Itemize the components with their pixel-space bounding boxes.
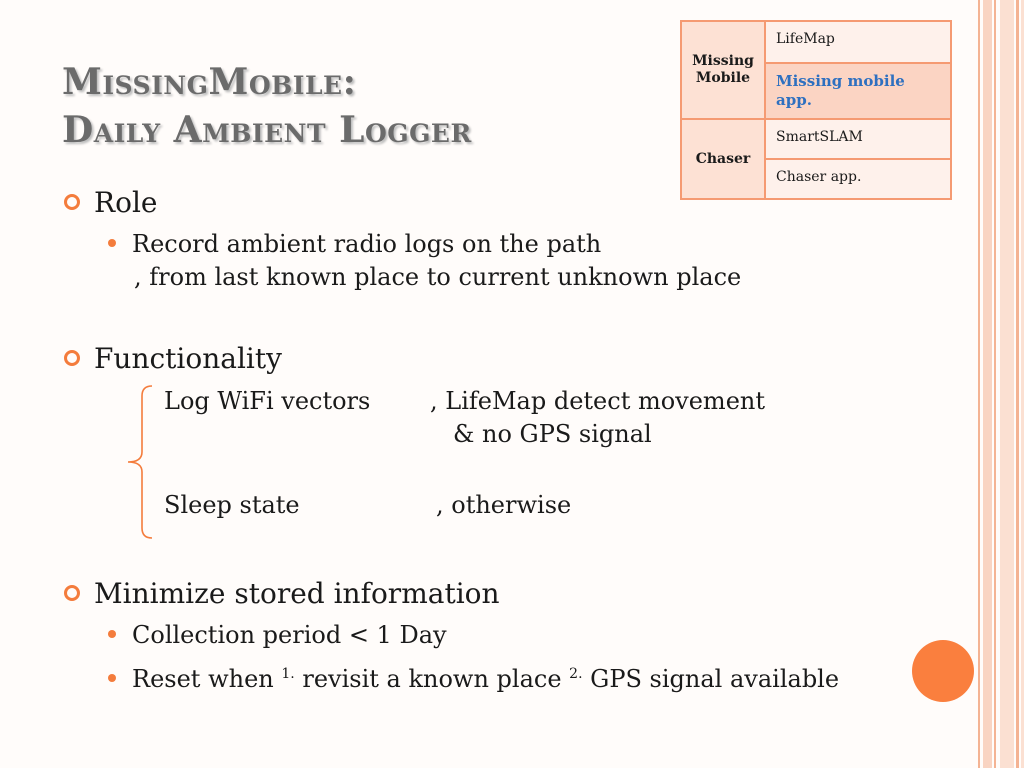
left-brace-icon <box>122 384 156 540</box>
table-item-smartslam: SmartSLAM <box>765 119 951 159</box>
group-label: Chaser <box>695 150 751 167</box>
slide-title <box>62 58 662 154</box>
role-item-continuation: , from last known place to current unknown place <box>134 263 742 291</box>
table-item-lifemap: LifeMap <box>765 21 951 63</box>
minimize-item-1: Collection period < 1 Day <box>108 619 447 652</box>
role-item: Record ambient radio logs on the path <box>108 228 601 261</box>
case-1-condition-continuation: & no GPS signal <box>453 420 652 448</box>
title-line-2: Daily Ambient Logger <box>62 109 472 151</box>
dot-bullet-icon <box>108 239 116 247</box>
bullet-role: Role <box>64 186 157 220</box>
dot-bullet-icon <box>108 674 116 682</box>
table-item-missing-mobile-app: Missing mobile app. <box>765 63 951 119</box>
decor-stripe <box>994 0 996 768</box>
decor-circle <box>912 640 974 702</box>
case-1-action: Log WiFi vectors <box>164 387 371 415</box>
ring-bullet-icon <box>64 585 80 601</box>
dot-bullet-icon <box>108 630 116 638</box>
table-group-chaser <box>681 119 765 199</box>
bullet-functionality: Functionality <box>64 342 282 376</box>
decor-stripe <box>1016 0 1019 768</box>
bullet-minimize: Minimize stored information <box>64 577 500 611</box>
title-line-1: MissingMobile: <box>62 61 357 103</box>
section-nav-table <box>680 20 952 200</box>
decor-stripe <box>978 0 980 768</box>
case-1-condition: , LifeMap detect movement <box>430 387 765 415</box>
table-item-chaser-app: Chaser app. <box>765 159 951 199</box>
ring-bullet-icon <box>64 194 80 210</box>
decor-stripe <box>1000 0 1014 768</box>
minimize-item-2: Reset when $^{1.}$ revisit a known place $^{2.}$ GPS signal available <box>108 658 839 696</box>
ring-bullet-icon <box>64 350 80 366</box>
table-group-missing-mobile <box>681 21 765 119</box>
case-2-condition: , otherwise <box>436 491 572 519</box>
decor-stripe <box>983 0 992 768</box>
case-2-action: Sleep state <box>164 491 300 519</box>
group-label: Missing Mobile <box>692 53 754 86</box>
